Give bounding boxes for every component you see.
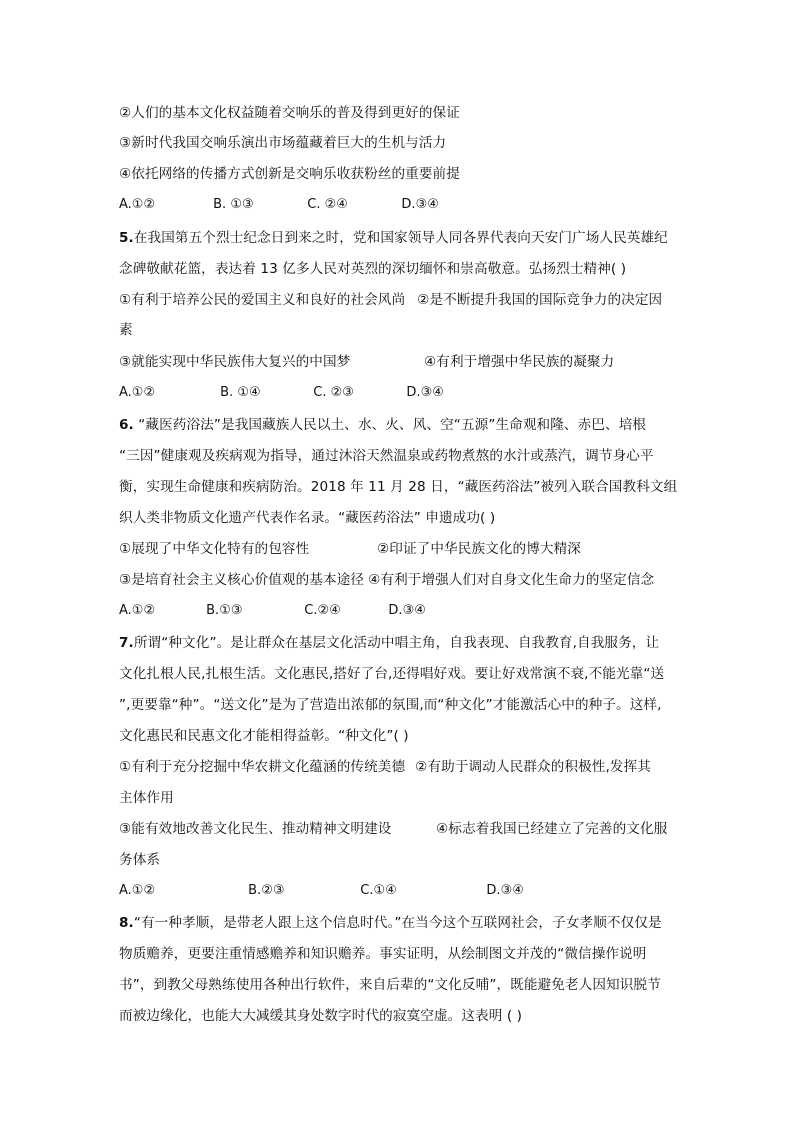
q5-number: 5. — [119, 230, 134, 246]
q7-option-c: C.①④ — [360, 883, 397, 898]
q6-statement-4: ④有利于增强人们对自身文化生命力的坚定信念 — [368, 572, 655, 588]
q4-option-a: A.①② — [119, 197, 156, 212]
q7-statement-4-cont: 务体系 — [119, 852, 161, 868]
q7-statement-4: ④标志着我国已经建立了完善的文化服 — [436, 821, 668, 837]
q6-statement-3: ③是培育社会主义核心价值观的基本途径 — [119, 572, 365, 588]
q5-option-b: B. ①④ — [220, 385, 261, 400]
q6-option-d: D.③④ — [388, 603, 426, 618]
q7-statement-2-cont: 主体作用 — [119, 790, 174, 806]
q5-options — [119, 383, 495, 403]
q5-stem-text-1: 在我国第五个烈士纪念日到来之时，党和国家领导人同各界代表向天安门广场人民英雄纪 — [133, 230, 668, 246]
q6-statement-3-4 — [119, 570, 654, 590]
q5-option-c: C. ②③ — [313, 385, 354, 400]
q6-statement-1-2 — [119, 539, 581, 559]
q6-statement-1: ①展现了中华文化特有的包容性 — [119, 541, 310, 557]
q4-option-d: D.③④ — [401, 197, 439, 212]
q7-statement-2: ②有助于调动人民群众的积极性,发挥其 — [415, 759, 651, 775]
q5-option-d: D.③④ — [406, 385, 444, 400]
q4-option-c: C. ②④ — [307, 197, 348, 212]
q4-statement-2: ②人们的基本文化权益随着交响乐的普及得到更好的保证 — [119, 105, 460, 121]
q7-options — [119, 881, 566, 901]
q6-stem-line-1 — [119, 415, 646, 435]
q6-stem-line-2: “三因”健康观及疾病观为指导，通过沐浴天然温泉或药物煮熬的水汁或蒸汽，调节身心平 — [119, 448, 654, 464]
q7-statement-1: ①有利于充分挖掘中华农耕文化蕴涵的传统美德 — [119, 759, 406, 775]
q6-option-c: C.②④ — [304, 603, 341, 618]
q7-stem-line-2: 文化扎根人民,扎根生活。文化惠民,搭好了台,还得唱好戏。要让好戏常演不衰,不能光靠“送 — [119, 666, 665, 682]
q5-statement-3: ③就能实现中华民族伟大复兴的中国梦 — [119, 354, 351, 370]
q8-stem-line-1 — [119, 913, 662, 933]
q7-stem-text-1: 所谓“种文化”。是让群众在基层文化活动中唱主角，自我表现、自我教育,自我服务，让 — [133, 635, 660, 651]
q5-stem-line-2: 念碑敬献花篮，表达着 13 亿多人民对英烈的深切缅怀和崇高敬意。弘扬烈士精神( ) — [119, 261, 627, 277]
q7-statement-3: ③能有效地改善文化民生、推动精神文明建设 — [119, 821, 392, 837]
q7-option-a: A.①② — [119, 883, 156, 898]
q5-statement-2-cont: 素 — [119, 322, 133, 338]
q7-stem-line-1 — [119, 633, 659, 653]
q8-stem-line-2: 物质赡养，更要注重情感赡养和知识赡养。事实证明，从绘制图文并茂的“微信操作说明 — [119, 946, 647, 962]
q8-number: 8. — [119, 915, 134, 931]
q6-stem-line-4: 织人类非物质文化遗产代表作名录。“藏医药浴法” 申遗成功( ) — [119, 510, 496, 526]
q4-statement-4: ④依托网络的传播方式创新是交响乐收获粉丝的重要前提 — [119, 166, 460, 182]
q8-stem-text-1: “有一种孝顺，是带老人跟上这个信息时代。”在当今这个互联网社会，子女孝顺不仅仅是 — [133, 915, 662, 931]
q5-option-a: A.①② — [119, 385, 156, 400]
q5-statement-1-2 — [119, 290, 662, 310]
q8-stem-line-4: 而被边缘化，也能大大减缓其身处数字时代的寂寞空虚。这表明 ( ) — [119, 1008, 523, 1024]
q7-stem-line-4: 文化惠民和民惠文化才能相得益彰。“种文化”( ) — [119, 728, 409, 744]
q6-options — [119, 601, 468, 621]
q6-stem-text-1: “藏医药浴法”是我国藏族人民以土、水、火、风、空“五源”生命观和隆、赤巴、培根 — [138, 417, 647, 433]
q6-stem-line-3: 衡，实现生命健康和疾病防治。2018 年 11 月 28 日，“藏医药浴法”被列入联合国教科文组 — [119, 479, 678, 495]
q7-stem-line-3: ”,更要靠“种”。“送文化”是为了营造出浓郁的氛围,而“种文化”才能激活心中的种子。这样, — [119, 697, 662, 713]
q7-statement-3-4 — [119, 819, 667, 839]
q6-option-a: A.①② — [119, 603, 156, 618]
q8-stem-line-3: 书”，到教父母熟练使用各种出行软件，来自后辈的“文化反哺”，既能避免老人因知识脱节 — [119, 977, 661, 993]
q7-option-d: D.③④ — [486, 883, 524, 898]
q5-stem-line-1 — [119, 228, 668, 248]
q4-option-b: B. ①③ — [213, 197, 254, 212]
q4-options — [119, 195, 491, 215]
q5-statement-1: ①有利于培养公民的爱国主义和良好的社会风尚 — [119, 292, 406, 308]
q7-statement-1-2 — [119, 757, 651, 777]
q7-option-b: B.②③ — [248, 883, 285, 898]
q5-statement-3-4 — [119, 352, 614, 372]
q4-statement-3: ③新时代我国交响乐演出市场蕴藏着巨大的生机与活力 — [119, 135, 447, 151]
q6-number: 6. — [119, 417, 134, 433]
q5-statement-4: ④有利于增强中华民族的凝聚力 — [424, 354, 615, 370]
q6-statement-2: ②印证了中华民族文化的博大精深 — [377, 541, 581, 557]
q5-statement-2: ②是不断提升我国的国际竞争力的决定因 — [417, 292, 663, 308]
q7-number: 7. — [119, 635, 134, 651]
q6-option-b: B.①③ — [206, 603, 243, 618]
